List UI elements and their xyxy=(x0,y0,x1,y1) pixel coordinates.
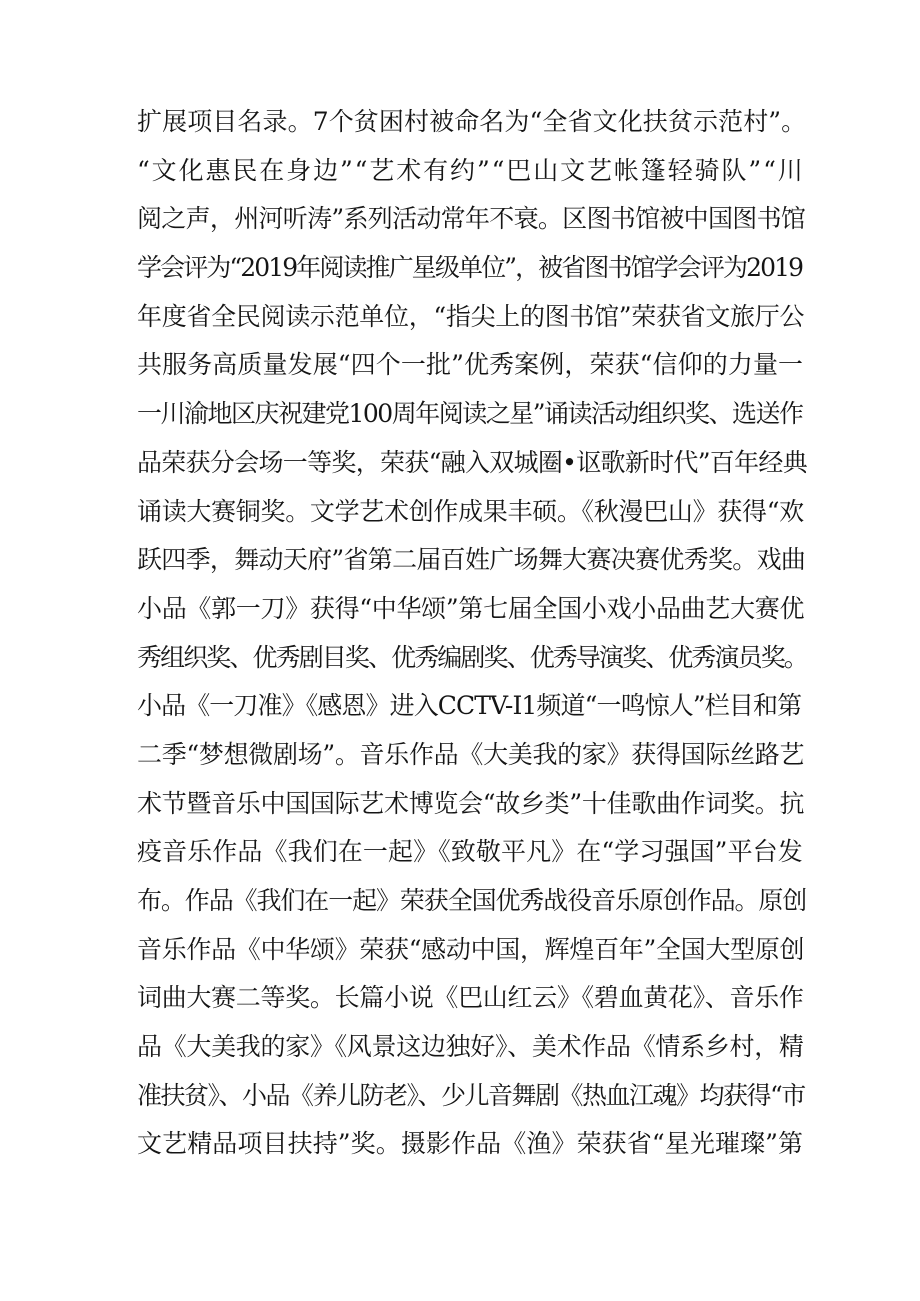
text-line: 小品《一刀准》《感恩》进入CCTV-I1频道“一鸣惊人”栏目和第 xyxy=(137,691,802,721)
text-line: 阅之声，州河听涛”系列活动常年不衰。区图书馆被中国图书馆 xyxy=(137,204,806,234)
text-line: 诵读大赛铜奖。文学艺术创作成果丰硕。《秋漫巴山》获得“欢 xyxy=(137,496,804,526)
text-line: 跃四季，舞动天府”省第二届百姓广场舞大赛决赛优秀奖。戏曲 xyxy=(137,545,806,575)
text-line: 术节暨音乐中国国际艺术博览会“故乡类”十佳歌曲作词奖。抗 xyxy=(137,788,805,818)
text-line: 疫音乐作品《我们在一起》《致敬平凡》在“学习强国”平台发 xyxy=(137,837,803,867)
text-line: 文艺精品项目扶持”奖。摄影作品《渔》荣获省“星光璀璨”第 xyxy=(137,1129,804,1159)
text-line: 词曲大赛二等奖。长篇小说《巴山红云》《碧血黄花》、音乐作 xyxy=(137,983,804,1013)
text-line: 秀组织奖、优秀剧目奖、优秀编剧奖、优秀导演奖、优秀演员奖。 xyxy=(137,642,807,672)
text-line: 小品《郭一刀》获得“中华颂”第七届全国小戏小品曲艺大赛优 xyxy=(137,593,805,623)
text-line: 布。作品《我们在一起》荣获全国优秀战役音乐原创作品。原创 xyxy=(137,886,807,915)
text-line: 共服务高质量发展“四个一批”优秀案例，荣获“信仰的力量一 xyxy=(137,350,804,380)
text-line: 学会评为“2019年阅读推广星级单位”，被省图书馆学会评为2019 xyxy=(137,253,803,283)
text-line: 音乐作品《中华颂》荣获“感动中国，辉煌百年”全国大型原创 xyxy=(137,934,805,964)
text-line: 年度省全民阅读示范单位，“指尖上的图书馆”荣获省文旅厅公 xyxy=(137,301,805,331)
text-line: 品荣获分会场一等奖，荣获“融入双城圈•讴歌新时代”百年经典 xyxy=(137,447,808,477)
body-text xyxy=(137,98,808,1169)
text-line: 扩展项目名录。7个贫困村被命名为“全省文化扶贫示范村”。 xyxy=(137,107,807,136)
text-line: 二季“梦想微剧场”。音乐作品《大美我的家》获得国际丝路艺 xyxy=(137,739,805,769)
text-line: “文化惠民在身边”“艺术有约”“巴山文艺帐篷轻骑队”“川 xyxy=(137,155,805,185)
text-line: 准扶贫》、小品《养儿防老》、少儿音舞剧《热血江魂》均获得“市 xyxy=(137,1080,805,1110)
text-line: 一川渝地区庆祝建党100周年阅读之星”诵读活动组织奖、选送作 xyxy=(137,399,803,429)
text-line: 品《大美我的家》《风景这边独好》、美术作品《情系乡村，精 xyxy=(137,1032,804,1062)
